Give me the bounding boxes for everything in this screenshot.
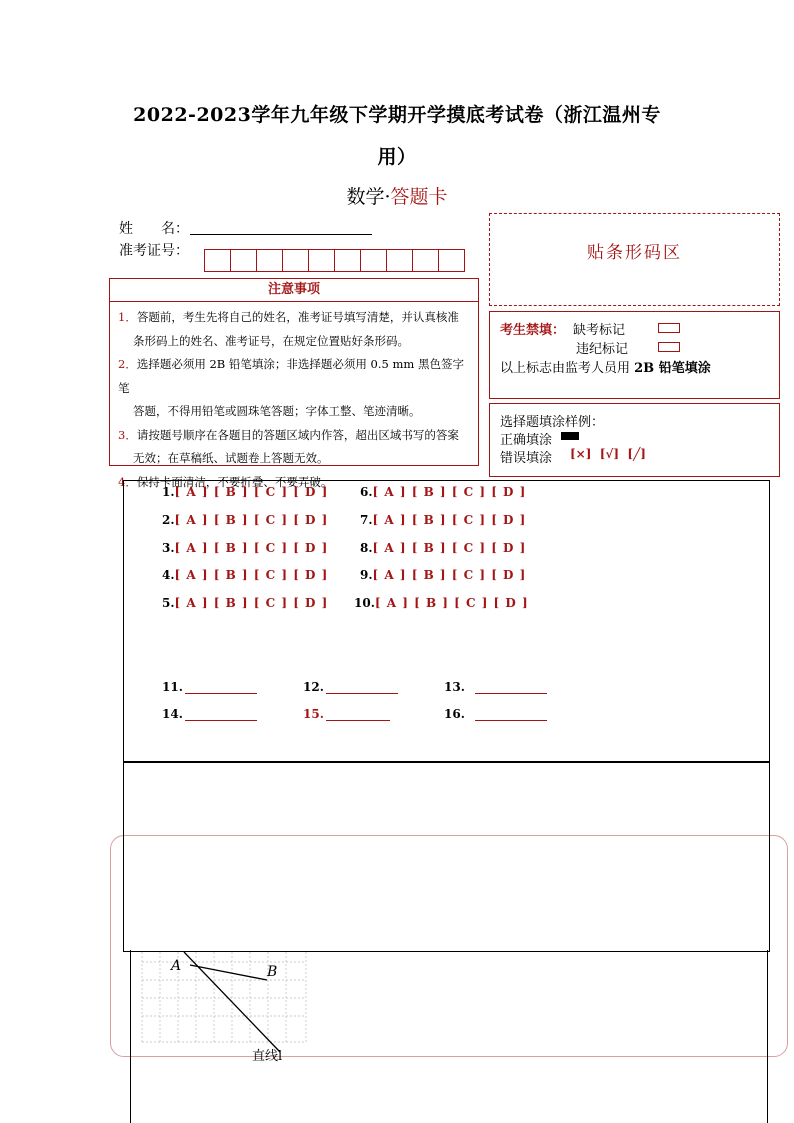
title-line-2: 用）: [377, 146, 417, 168]
sample-title: 选择题填涂样例：: [500, 415, 605, 430]
notice-line: 4．保持卡面清洁，不要折叠、不要弄破。: [118, 474, 333, 489]
id-cell[interactable]: [256, 249, 283, 272]
id-cell[interactable]: [308, 249, 335, 272]
mc-right-column: [354, 485, 529, 624]
id-cell[interactable]: [204, 249, 231, 272]
mc-row[interactable]: 1.[ A ] [ B ] [ C ] [ D ]: [162, 485, 329, 499]
notice-line: 条形码上的姓名、准考证号，在规定位置贴好条形码。: [133, 333, 409, 348]
id-cell[interactable]: [282, 249, 309, 272]
point-b-label: B: [267, 964, 278, 980]
violation-mark-box[interactable]: [658, 342, 680, 352]
answer-card-label: 答题卡: [390, 186, 448, 208]
subject-label: 数学·: [346, 186, 391, 208]
ban-row-absent: 考生禁填： 缺考标记: [500, 323, 626, 338]
blank-15[interactable]: 15.: [303, 707, 390, 721]
wrong-fill-marks: [×] [√] [╱]: [570, 447, 646, 461]
segment-ab: [190, 965, 267, 980]
wrong-fill-label: 错误填涂: [500, 451, 553, 466]
blank-13[interactable]: 13.: [444, 680, 547, 694]
name-field[interactable]: [190, 234, 372, 235]
id-label: 准考证号：: [119, 243, 189, 259]
ban-note: 以上标志由监考人员用 2B 铅笔填涂: [500, 361, 711, 376]
notice-line: 2．选择题必须用 2B 铅笔填涂；非选择题必须用 0.5 mm 黑色签字笔: [118, 357, 464, 395]
absent-mark-box[interactable]: [658, 323, 680, 333]
mc-row[interactable]: 4.[ A ] [ B ] [ C ] [ D ]: [162, 568, 329, 582]
barcode-label: 贴条形码区: [587, 243, 682, 263]
correct-fill-mark: [561, 432, 579, 440]
mc-row[interactable]: 6.[ A ] [ B ] [ C ] [ D ]: [360, 485, 527, 499]
subjective-answer-box[interactable]: [123, 761, 770, 952]
mc-row[interactable]: 8.[ A ] [ B ] [ C ] [ D ]: [360, 541, 527, 555]
id-cell[interactable]: [334, 249, 361, 272]
title-line-1: 2022-2023学年九年级下学期开学摸底考试卷（浙江温州专: [133, 104, 661, 126]
notice-line: 1．答题前，考生先将自己的姓名，准考证号填写清楚，并认真核准: [118, 310, 459, 324]
mc-row[interactable]: 2.[ A ] [ B ] [ C ] [ D ]: [162, 513, 329, 527]
figure-grid: [142, 952, 306, 1042]
fill-sample-box: [489, 403, 780, 477]
mc-row[interactable]: 3.[ A ] [ B ] [ C ] [ D ]: [162, 541, 329, 555]
id-cell[interactable]: [230, 249, 257, 272]
line-l-label: 直线l: [252, 1049, 283, 1064]
notice-heading: 注意事项: [110, 279, 478, 302]
blank-11[interactable]: 11.: [162, 680, 257, 694]
id-number-grid[interactable]: [204, 249, 464, 271]
examiner-only-box: [489, 311, 780, 399]
id-cell[interactable]: [386, 249, 413, 272]
notice-line: 答题，不得用铅笔或圆珠笔答题；字体工整、笔迹清晰。: [133, 404, 421, 418]
mc-row[interactable]: 7.[ A ] [ B ] [ C ] [ D ]: [360, 513, 527, 527]
mc-row[interactable]: 10.[ A ] [ B ] [ C ] [ D ]: [354, 596, 529, 610]
violation-label: 违纪标记: [576, 342, 629, 357]
blank-12[interactable]: 12.: [303, 680, 398, 694]
id-cell[interactable]: [412, 249, 439, 272]
blank-14[interactable]: 14.: [162, 707, 257, 721]
subtitle: [0, 182, 794, 209]
id-cell[interactable]: [438, 249, 465, 272]
id-cell[interactable]: [360, 249, 387, 272]
mc-row[interactable]: 9.[ A ] [ B ] [ C ] [ D ]: [360, 568, 527, 582]
mc-row[interactable]: 5.[ A ] [ B ] [ C ] [ D ]: [162, 596, 329, 610]
barcode-area: [489, 213, 780, 306]
geometry-figure: [140, 952, 310, 1062]
objective-answer-box: [123, 480, 770, 763]
notice-line: 无效；在草稿纸、试题卷上答题无效。: [133, 451, 329, 465]
correct-fill-label: 正确填涂: [500, 433, 553, 448]
blank-16[interactable]: 16.: [444, 707, 547, 721]
mc-left-column: [162, 485, 328, 624]
name-label: 姓 名：: [119, 221, 189, 237]
notice-line: 3．请按题号顺序在各题目的答题区域内作答，超出区域书写的答案: [118, 427, 459, 442]
point-a-label: A: [171, 958, 182, 974]
notice-box: [109, 278, 479, 489]
